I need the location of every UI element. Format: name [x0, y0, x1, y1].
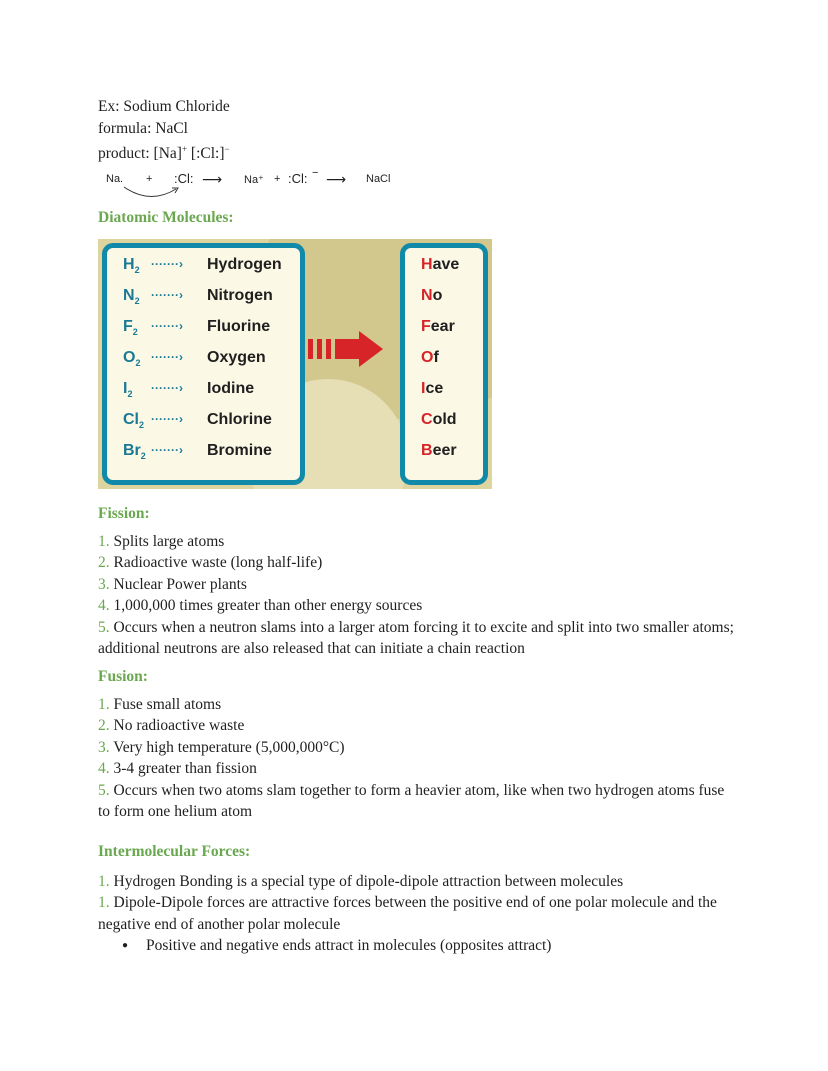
- element-symbol: [123, 380, 132, 399]
- dotted-arrow: ·······›: [151, 318, 183, 333]
- element-name: Nitrogen: [207, 286, 273, 304]
- list-item: [98, 715, 738, 737]
- item-number: 3.: [98, 575, 110, 593]
- mnemonic-letter: B: [421, 441, 433, 459]
- item-text: No radioactive waste: [109, 717, 245, 735]
- item-number: 1.: [98, 872, 110, 890]
- mnemonic-word: [421, 380, 443, 398]
- element-symbol: [123, 256, 140, 275]
- reaction-plus-2: +: [274, 172, 281, 185]
- element-name: Bromine: [207, 441, 272, 459]
- item-text: Fuse small atoms: [109, 695, 222, 713]
- list-item: [98, 694, 738, 716]
- mnemonic-letter: F: [421, 317, 431, 335]
- item-text: Very high temperature (5,000,000°C): [109, 738, 345, 756]
- element-symbol: [123, 349, 140, 368]
- symbol-text: I: [123, 379, 128, 397]
- mnemonic-letter: N: [421, 286, 433, 304]
- diatomic-heading: Diatomic Molecules:: [98, 208, 234, 226]
- item-text: Hydrogen Bonding is a special type of dipole-dipole attraction between molecules: [109, 872, 624, 890]
- document-page: [98, 96, 738, 957]
- reaction-na: Na.: [106, 172, 124, 185]
- mnemonic-rest: eer: [432, 441, 457, 459]
- fusion-list: [98, 694, 738, 823]
- dotted-arrow: ·······›: [151, 411, 183, 426]
- element-name: Hydrogen: [207, 255, 282, 273]
- example-title: Ex: Sodium Chloride: [98, 98, 230, 115]
- example-product: [98, 139, 738, 165]
- product-cl: :Cl:: [196, 145, 220, 163]
- list-item: [98, 595, 738, 617]
- mnemonic-word: [421, 411, 457, 429]
- symbol-subscript: 2: [140, 450, 146, 461]
- item-text: Radioactive waste (long half-life): [109, 554, 323, 572]
- item-text: Occurs when a neutron slams into a larger atom forcing it to excite and split into two smaller atoms; additional neutrons are also released that can initiate a chain reaction: [98, 618, 734, 658]
- list-item: [98, 617, 738, 660]
- symbol-text: Cl: [123, 410, 139, 428]
- element-symbol: [123, 442, 146, 461]
- reaction-cl-ion: :Cl:: [288, 170, 308, 186]
- list-item: [98, 780, 738, 823]
- mnemonic-word: [421, 256, 459, 274]
- element-name: Iodine: [207, 379, 255, 397]
- arrow-icon: [308, 331, 394, 375]
- item-text: Occurs when two atoms slam together to form a heavier atom, like when two hydrogen atoms fuse to form one helium atom: [98, 781, 725, 821]
- mnemonic-rest: o: [432, 286, 443, 304]
- item-number: 1.: [98, 532, 110, 550]
- dotted-arrow: ·······›: [151, 442, 183, 457]
- item-number: 4.: [98, 760, 110, 778]
- symbol-text: H: [123, 255, 135, 273]
- imf-heading: Intermolecular Forces:: [98, 842, 251, 860]
- symbol-subscript: 2: [134, 264, 140, 275]
- mnemonic-word: [421, 287, 442, 305]
- imf-list: [98, 871, 738, 936]
- item-number: 5.: [98, 781, 110, 799]
- item-number: 1.: [98, 695, 110, 713]
- symbol-text: N: [123, 286, 135, 304]
- list-item: [98, 552, 738, 574]
- dotted-arrow: ·······›: [151, 349, 183, 364]
- mnemonic-letter: C: [421, 410, 433, 428]
- item-text: Splits large atoms: [109, 532, 225, 550]
- reaction-arrow-1: ⟶: [202, 170, 223, 187]
- list-item: [98, 892, 738, 935]
- element-symbol: [123, 411, 144, 430]
- list-item: [98, 531, 738, 553]
- mnemonic-word: [421, 349, 439, 367]
- mnemonic-rest: ave: [432, 255, 460, 273]
- mnemonic-letter: O: [421, 348, 434, 366]
- mnemonic-letter: H: [421, 255, 433, 273]
- symbol-text: O: [123, 348, 136, 366]
- symbol-subscript: 2: [134, 295, 140, 306]
- item-text: Dipole-Dipole forces are attractive forces between the positive end of one polar molecule and the negative end of another polar molecule: [98, 894, 717, 933]
- dotted-arrow: ·······›: [151, 287, 183, 302]
- element-symbol: [123, 287, 140, 306]
- symbol-subscript: 2: [135, 357, 141, 368]
- product-charge: +: [181, 144, 188, 154]
- item-number: 1.: [98, 894, 110, 912]
- mnemonic-rest: old: [432, 410, 457, 428]
- fusion-heading: Fusion:: [98, 667, 148, 685]
- fission-heading: Fission:: [98, 504, 150, 522]
- product-prefix: product: [Na]: [98, 145, 182, 163]
- dotted-arrow: ·······›: [151, 256, 183, 271]
- symbol-text: F: [123, 317, 133, 335]
- elements-panel: [102, 243, 305, 485]
- item-number: 4.: [98, 597, 110, 615]
- symbol-subscript: 2: [132, 326, 138, 337]
- reaction-equation: [98, 167, 738, 205]
- mnemonic-letter: I: [421, 379, 426, 397]
- fission-list: [98, 531, 738, 660]
- diatomic-infographic: [98, 239, 492, 489]
- mnemonic-word: [421, 318, 455, 336]
- mnemonic-word: [421, 442, 457, 460]
- symbol-subscript: 2: [127, 388, 133, 399]
- symbol-subscript: 2: [139, 419, 145, 430]
- item-text: 1,000,000 times greater than other energy sources: [109, 597, 423, 615]
- item-number: 2.: [98, 554, 110, 572]
- list-item: [98, 758, 738, 780]
- item-text: Nuclear Power plants: [109, 575, 247, 593]
- product-charge-2: −: [224, 144, 230, 154]
- element-symbol: [123, 318, 138, 337]
- reaction-product: NaCl: [366, 172, 391, 185]
- product-bracket-end: ]: [219, 145, 225, 163]
- imf-bullet: ● Positive and negative ends attract in molecules (opposites attract): [146, 935, 738, 957]
- list-item: [98, 871, 738, 893]
- reaction-plus-1: +: [146, 172, 153, 185]
- symbol-text: Br: [123, 441, 141, 459]
- example-formula: formula: NaCl: [98, 119, 188, 137]
- element-name: Oxygen: [207, 348, 266, 366]
- item-number: 2.: [98, 717, 110, 735]
- item-text: 3-4 greater than fission: [109, 760, 257, 778]
- list-item: [98, 737, 738, 759]
- product-bracket: [: [187, 145, 197, 163]
- element-name: Chlorine: [207, 410, 272, 428]
- list-item: [98, 574, 738, 596]
- item-number: 5.: [98, 618, 110, 636]
- reaction-cl: :Cl:: [174, 170, 194, 186]
- electron-transfer-arrow: [122, 185, 182, 201]
- reaction-arrow-2: ⟶: [326, 170, 347, 187]
- mnemonic-rest: ear: [430, 317, 455, 335]
- imf-bullets: [98, 935, 738, 957]
- element-name: Fluorine: [207, 317, 271, 335]
- mnemonic-rest: f: [433, 348, 439, 366]
- reaction-na-ion: Na⁺: [244, 173, 264, 186]
- reaction-cl-charge: −: [312, 166, 319, 179]
- mnemonic-panel: [400, 243, 488, 485]
- mnemonic-rest: ce: [425, 379, 444, 397]
- dotted-arrow: ·······›: [151, 380, 183, 395]
- item-number: 3.: [98, 738, 110, 756]
